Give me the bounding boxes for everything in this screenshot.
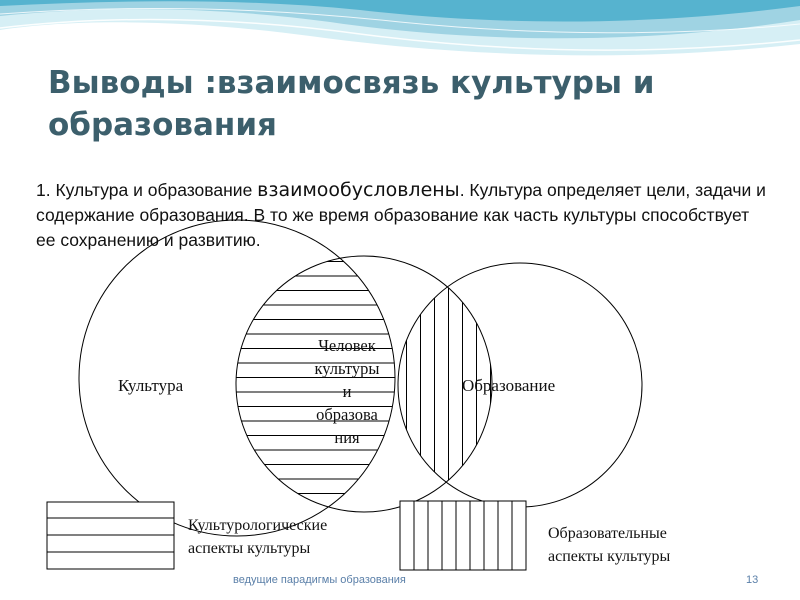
circle-label-person: [298, 334, 396, 449]
circle-label-education: Образование: [462, 376, 556, 395]
page-number: 13: [746, 574, 759, 586]
slide-title: Выводы :взаимосвязь культуры и образования: [48, 65, 655, 143]
legend-label-line: аспекты культуры: [548, 548, 671, 565]
circle-label-person-line: ния: [334, 428, 360, 447]
legend-label-line: аспекты культуры: [188, 540, 311, 557]
paragraph-part-2: . Культура определяет цели, задачи и содержание образования. В то же время образование как часть культуры способствует ее сохранению и развитию.: [36, 180, 766, 250]
legend-label-vertical: [548, 522, 670, 568]
slide-footer: ведущие парадигмы образования: [233, 574, 406, 586]
circle-label-person-line: культуры: [314, 359, 380, 378]
legend-swatch-vertical: [400, 501, 526, 570]
paragraph-part-1: 1. Культура и образование: [36, 180, 258, 200]
legend-label-line: Образовательные: [548, 525, 667, 542]
legend-swatch-horizontal: [47, 502, 174, 569]
legend-label-line: Культурологические: [188, 517, 328, 534]
paragraph-emphasis: взаимообусловлены: [257, 179, 460, 201]
legend-label-horizontal: [188, 514, 327, 560]
circle-label-person-line: Человек: [318, 336, 376, 355]
circle-label-person-line: и: [342, 382, 352, 401]
circle-label-person-line: образова: [316, 405, 378, 424]
circle-label-culture: Культура: [118, 376, 184, 395]
